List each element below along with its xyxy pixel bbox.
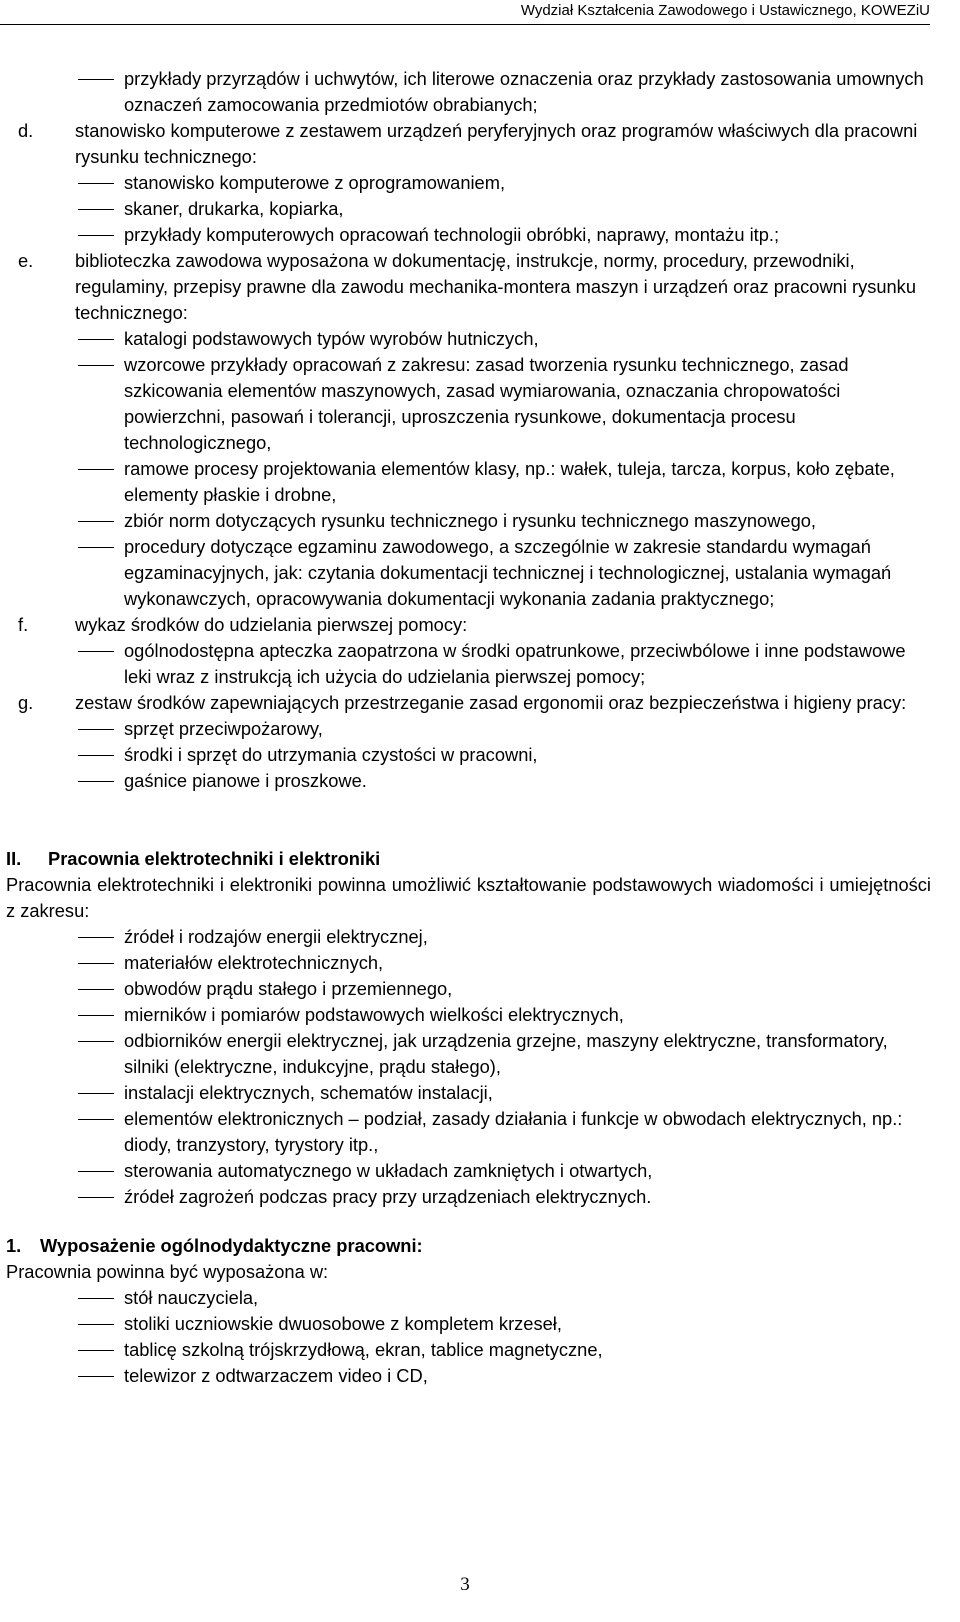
- subsection-number: 1.: [6, 1235, 22, 1256]
- item-d-list: [6, 170, 931, 248]
- section-title-text: Pracownia elektrotechniki i elektroniki: [48, 848, 381, 869]
- subsection-list: [6, 1285, 931, 1389]
- item-marker: d.: [18, 120, 34, 141]
- list-item: telewizor z odtwarzaczem video i CD,: [6, 1363, 931, 1389]
- list-item: stanowisko komputerowe z oprogramowaniem,: [6, 170, 931, 196]
- list-item: katalogi podstawowych typów wyrobów hutniczych,: [6, 326, 931, 352]
- document-body: [6, 66, 931, 1389]
- item-e-list: [6, 326, 931, 612]
- list-item: zbiór norm dotyczących rysunku technicznego i rysunku technicznego maszynowego,: [6, 508, 931, 534]
- list-item: sterowania automatycznego w układach zamkniętych i otwartych,: [6, 1158, 931, 1184]
- item-text: stanowisko komputerowe z zestawem urządzeń peryferyjnych oraz programów właściwych dla pracowni rysunku technicznego:: [75, 120, 918, 167]
- list-item: materiałów elektrotechnicznych,: [6, 950, 931, 976]
- item-text: wykaz środków do udzielania pierwszej pomocy:: [75, 614, 468, 635]
- list-item: procedury dotyczące egzaminu zawodowego, a szczególnie w zakresie standardu wymagań egzaminacyjnych, jak: czytania dokumentacji technicznej i technologicznej, ustalania wymagań wykonawczych, opracowywania dokumentacji wykonania zadania praktycznego;: [6, 534, 931, 612]
- list-item: ogólnodostępna apteczka zaopatrzona w środki opatrunkowe, przeciwbólowe i inne podstawowe leki wraz z instrukcją ich użycia do udzielania pierwszej pomocy;: [6, 638, 931, 690]
- page-number: 3: [460, 1574, 470, 1595]
- list-item: mierników i pomiarów podstawowych wielkości elektrycznych,: [6, 1002, 931, 1028]
- subsection-intro: Pracownia powinna być wyposażona w:: [6, 1261, 329, 1282]
- list-item: odbiorników energii elektrycznej, jak urządzenia grzejne, maszyny elektryczne, transformatory, silniki (elektryczne, indukcyjne, prądu stałego),: [6, 1028, 931, 1080]
- item-g: [6, 690, 931, 716]
- list-item: sprzęt przeciwpożarowy,: [6, 716, 931, 742]
- list-item: wzorcowe przykłady opracowań z zakresu: zasad tworzenia rysunku technicznego, zasad szkicowania elementów maszynowych, zasad wymiarowania, oznaczania chropowatości powierzchni, pasowań i tolerancji, uproszczenia rysunkowe, dokumentacja procesu technologicznego,: [6, 352, 931, 456]
- item-text: biblioteczka zawodowa wyposażona w dokumentację, instrukcje, normy, procedury, przewodniki, regulaminy, przepisy prawne dla zawodu mechanika-montera maszyn i urządzeń oraz pracowni rysunku technicznego:: [75, 250, 916, 323]
- list-item: przykłady komputerowych opracowań technologii obróbki, naprawy, montażu itp.;: [6, 222, 931, 248]
- section-title: [6, 846, 931, 872]
- item-d: [6, 118, 931, 170]
- section-intro: Pracownia elektrotechniki i elektroniki powinna umożliwić kształtowanie podstawowych wiadomości i umiejętności z zakresu:: [6, 874, 931, 921]
- list-item: ramowe procesy projektowania elementów klasy, np.: wałek, tuleja, tarcza, korpus, koło zębate, elementy płaskie i drobne,: [6, 456, 931, 508]
- list-item: stół nauczyciela,: [6, 1285, 931, 1311]
- list-item: źródeł i rodzajów energii elektrycznej,: [6, 924, 931, 950]
- subsection-title: [6, 1233, 931, 1259]
- list-item: elementów elektronicznych – podział, zasady działania i funkcje w obwodach elektrycznych, np.: diody, tranzystory, tyrystory itp.,: [6, 1106, 931, 1158]
- item-marker: g.: [18, 692, 34, 713]
- header-rule: [0, 24, 930, 25]
- section-list: [6, 924, 931, 1210]
- list-item: skaner, drukarka, kopiarka,: [6, 196, 931, 222]
- top-list: [6, 66, 931, 118]
- list-item: przykłady przyrządów i uchwytów, ich literowe oznaczenia oraz przykłady zastosowania umownych oznaczeń zamocowania przedmiotów obrabianych;: [6, 66, 931, 118]
- item-f: [6, 612, 931, 638]
- list-item: stoliki uczniowskie dwuosobowe z kompletem krzeseł,: [6, 1311, 931, 1337]
- list-item: obwodów prądu stałego i przemiennego,: [6, 976, 931, 1002]
- list-item: środki i sprzęt do utrzymania czystości w pracowni,: [6, 742, 931, 768]
- item-marker: f.: [18, 614, 29, 635]
- item-g-list: [6, 716, 931, 794]
- list-item: instalacji elektrycznych, schematów instalacji,: [6, 1080, 931, 1106]
- list-item: tablicę szkolną trójskrzydłową, ekran, tablice magnetyczne,: [6, 1337, 931, 1363]
- item-f-list: [6, 638, 931, 690]
- item-text: zestaw środków zapewniających przestrzeganie zasad ergonomii oraz bezpieczeństwa i higieny pracy:: [75, 692, 907, 713]
- section-number: II.: [6, 848, 22, 869]
- list-item: gaśnice pianowe i proszkowe.: [6, 768, 931, 794]
- page-header: Wydział Kształcenia Zawodowego i Ustawicznego, KOWEZiU: [520, 2, 930, 19]
- item-marker: e.: [18, 250, 34, 271]
- item-e: [6, 248, 931, 326]
- subsection-title-text: Wyposażenie ogólnodydaktyczne pracowni:: [40, 1235, 423, 1256]
- list-item: źródeł zagrożeń podczas pracy przy urządzeniach elektrycznych.: [6, 1184, 931, 1210]
